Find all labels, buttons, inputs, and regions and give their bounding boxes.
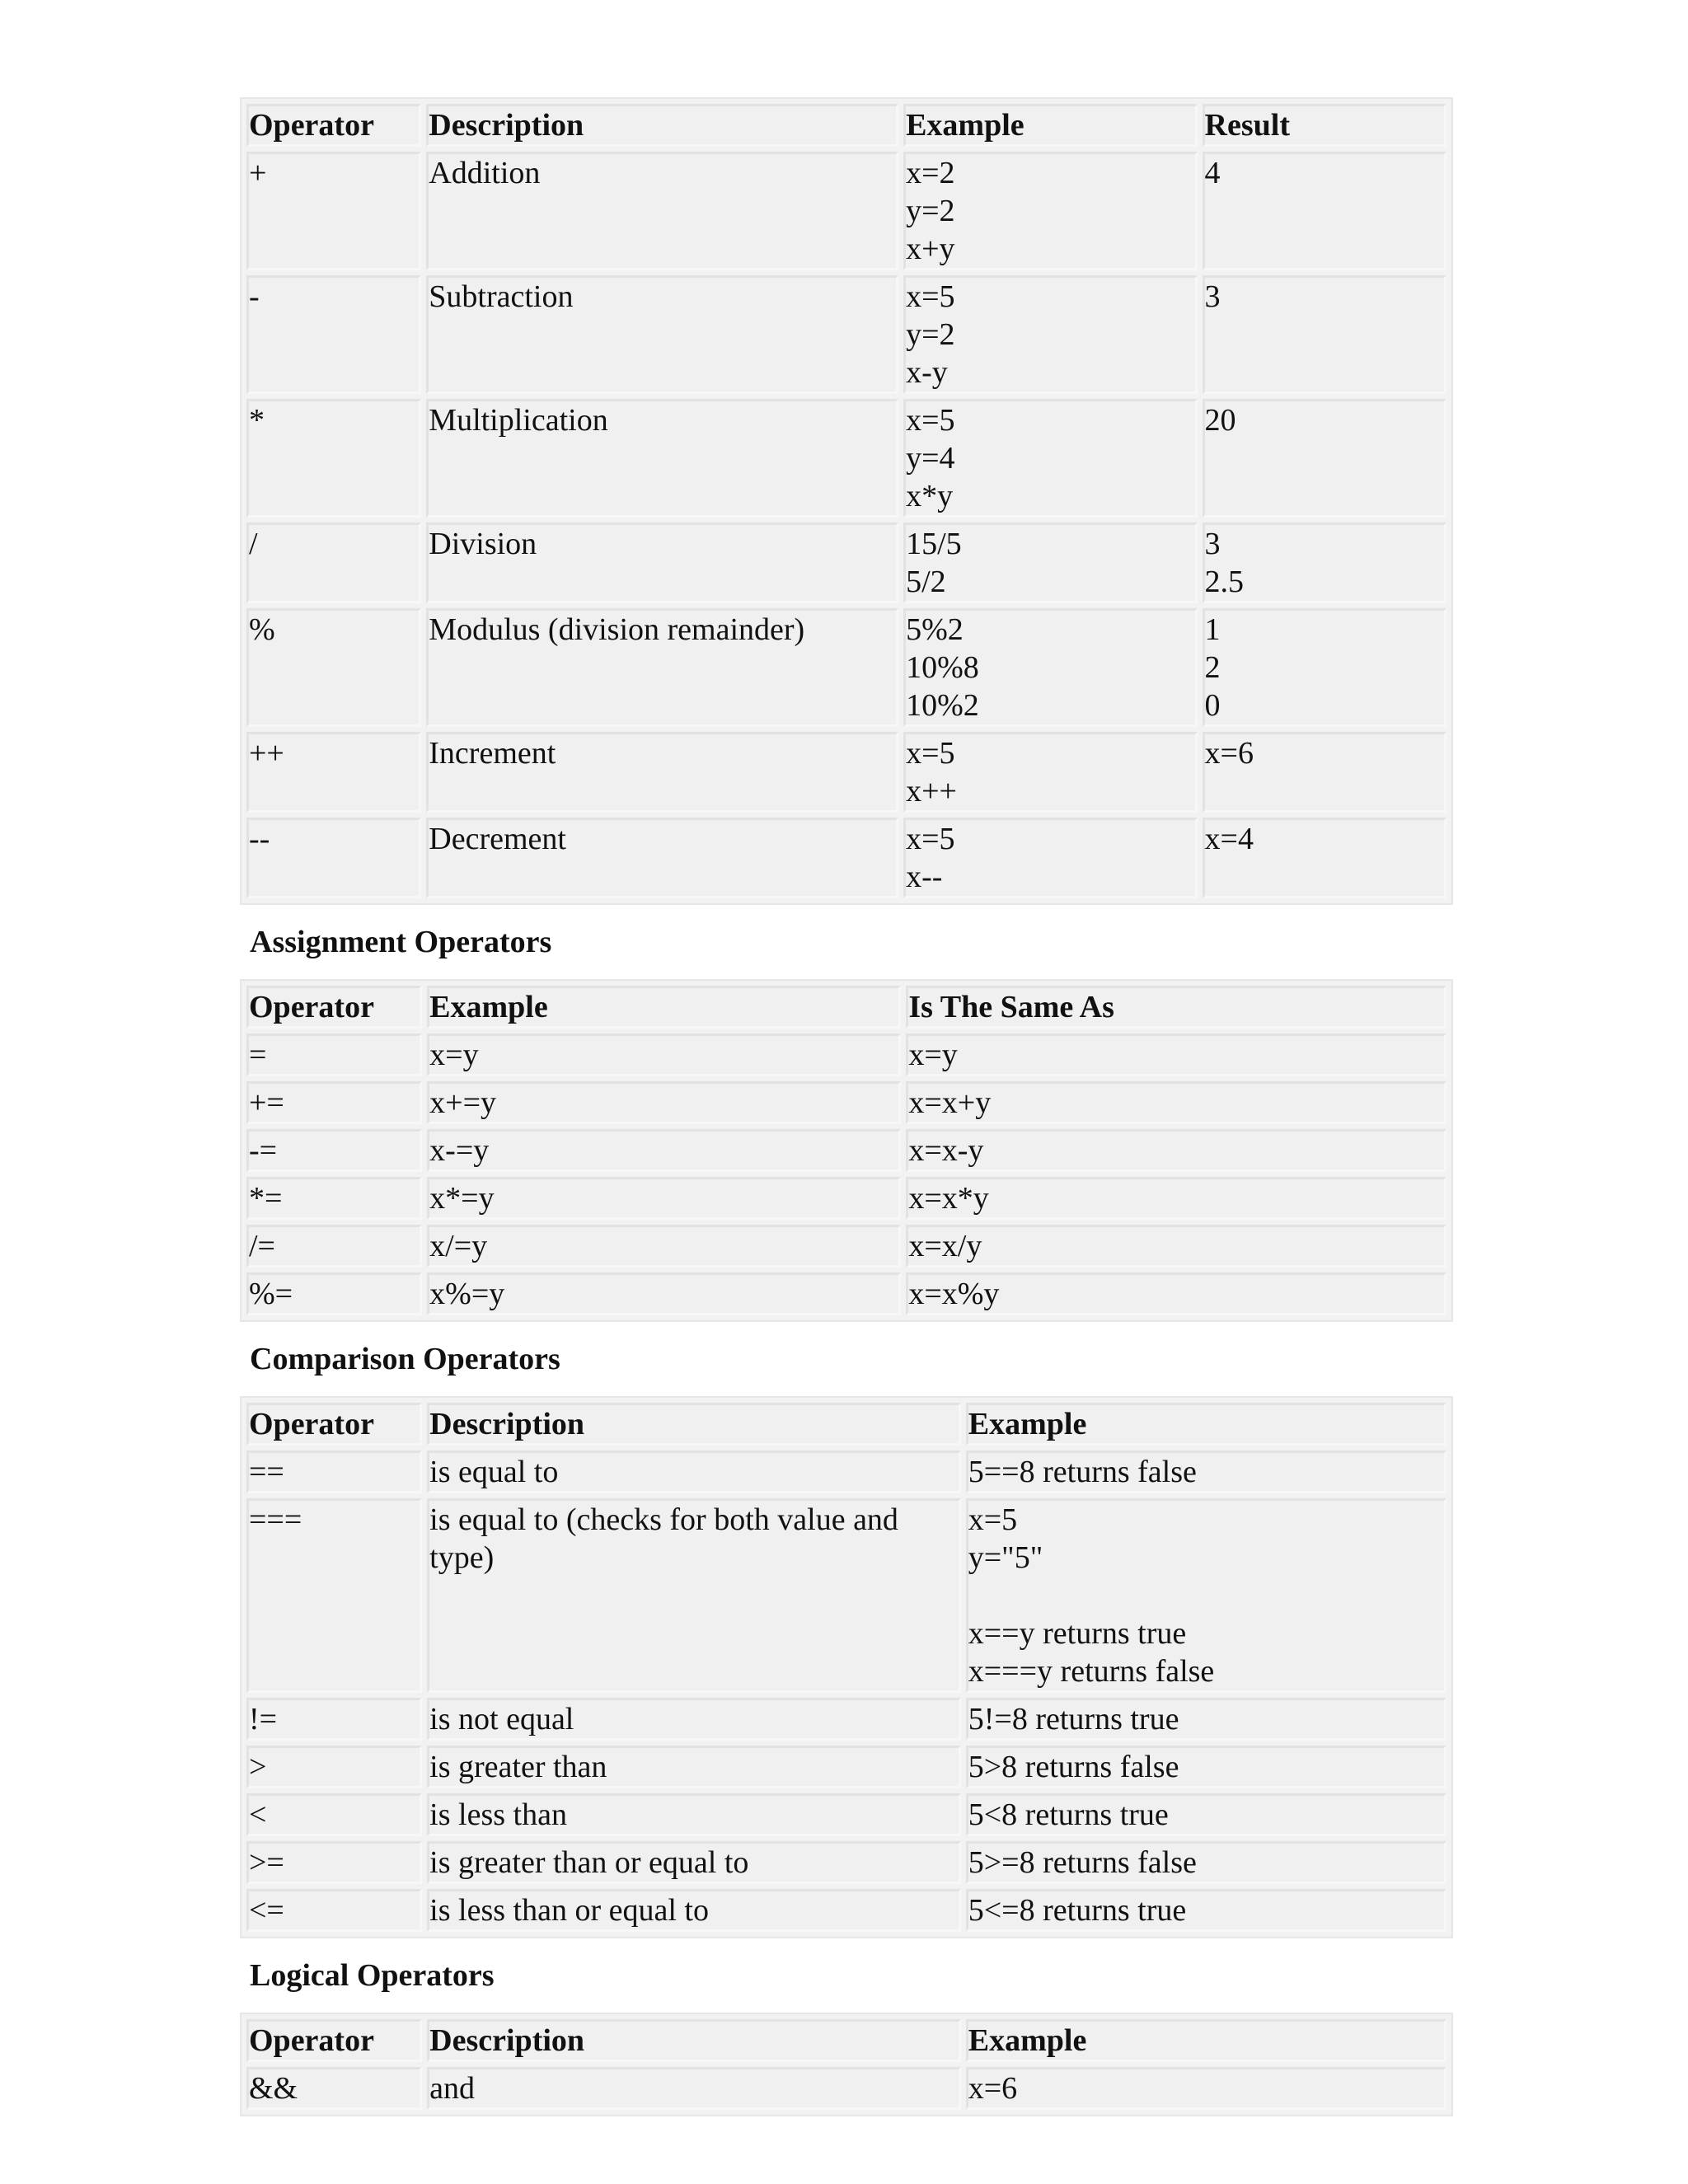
table-header-row [246,986,1447,1029]
column-header: Is The Same As [906,986,1447,1029]
cell-line: 0 [1204,688,1221,723]
column-header: Operator [246,1403,422,1446]
cell-line: 15/5 [906,527,962,561]
description-cell: Modulus (division remainder) [426,608,898,727]
operator-cell: /= [246,1225,422,1268]
example-cell: x=y [427,1033,901,1076]
example-cell: x*=y [427,1177,901,1220]
column-header: Example [903,104,1197,147]
operator-cell: -= [246,1129,422,1172]
cell-line: x==y returns true [968,1616,1187,1651]
cell-line: x=5 [906,736,955,771]
cell-line: 5!=8 returns true [968,1702,1179,1736]
column-header: Description [426,104,898,147]
cell-line: 2.5 [1204,565,1245,599]
description-cell: Increment [426,732,898,813]
cell-line: 5/2 [906,565,946,599]
cell-line: x*y [906,479,954,513]
cell-line: x=2 [906,156,955,190]
cell-line: x+y [906,232,955,266]
table-row [246,152,1447,270]
description-cell: is greater than or equal to [427,1841,961,1884]
cell-line: 2 [1204,650,1221,685]
description-cell: is not equal [427,1698,961,1741]
table-row [246,2067,1447,2110]
description-cell: is equal to (checks for both value and type) [427,1498,961,1693]
same-as-cell: x=x*y [906,1177,1447,1220]
document-page [240,97,1453,2116]
cell-line: x=5 [906,279,955,314]
description-cell: Addition [426,152,898,270]
example-cell [966,1793,1447,1836]
cell-line: x=5 [906,403,955,438]
description-cell: Multiplication [426,399,898,518]
column-header: Operator [246,2019,422,2062]
operator-cell: === [246,1498,422,1693]
result-cell [1203,152,1447,270]
description-cell: is less than [427,1793,961,1836]
section-heading: Logical Operators [250,1958,495,1993]
section-heading: Comparison Operators [250,1342,560,1376]
cell-line: y=4 [906,441,955,476]
operator-cell: < [246,1793,422,1836]
table-row [246,1841,1447,1884]
cell-line: 3 [1204,527,1221,561]
operator-cell: <= [246,1889,422,1932]
same-as-cell: x=x%y [906,1272,1447,1315]
result-cell [1203,608,1447,727]
cell-line: 5<=8 returns true [968,1893,1187,1928]
example-cell [966,1889,1447,1932]
table-row [246,275,1447,394]
operator-cell: / [246,523,421,603]
description-cell: is less than or equal to [427,1889,961,1932]
description-cell: is greater than [427,1746,961,1788]
example-cell: x%=y [427,1272,901,1315]
example-cell [966,1698,1447,1741]
example-cell [903,523,1197,603]
column-header: Description [427,2019,961,2062]
operator-cell: % [246,608,421,727]
description-cell: Division [426,523,898,603]
cell-line: x=5 [968,1502,1018,1537]
description-cell: Decrement [426,818,898,898]
description-cell: and [427,2067,961,2110]
table-row [246,1498,1447,1693]
table-row [246,1129,1447,1172]
table-row [246,1272,1447,1315]
operator-cell: - [246,275,421,394]
assignment-operators-table [240,979,1453,1322]
cell-line [968,1577,1444,1615]
result-cell [1203,732,1447,813]
example-cell [903,608,1197,727]
table-row [246,1451,1447,1493]
comparison-operators-table [240,1396,1453,1938]
example-cell [966,1841,1447,1884]
operator-cell: + [246,152,421,270]
operator-cell: >= [246,1841,422,1884]
example-cell: x+=y [427,1081,901,1124]
cell-line: x=6 [1204,736,1254,771]
section-heading: Assignment Operators [250,925,552,959]
cell-line: x-y [906,355,948,390]
cell-line: 5==8 returns false [968,1455,1197,1489]
table-row [246,1746,1447,1788]
operator-cell: * [246,399,421,518]
example-cell [903,275,1197,394]
logical-operators-table [240,2013,1453,2116]
table-row [246,1081,1447,1124]
column-header: Operator [246,104,421,147]
operator-cell: ++ [246,732,421,813]
example-cell: x-=y [427,1129,901,1172]
operator-cell: > [246,1746,422,1788]
table-row [246,1225,1447,1268]
arithmetic-operators-table [240,97,1453,905]
cell-line: x=5 [906,822,955,856]
example-cell [903,152,1197,270]
column-header: Result [1203,104,1447,147]
arithmetic-table-body [246,152,1447,898]
cell-line: 5%2 [906,612,964,647]
table-header-row [246,104,1447,147]
cell-line: y=2 [906,317,955,352]
cell-line: 10%8 [906,650,979,685]
column-header: Description [427,1403,961,1446]
cell-line: y=2 [906,194,955,228]
example-cell [903,732,1197,813]
column-header: Example [966,1403,1447,1446]
description-cell: Subtraction [426,275,898,394]
column-header: Example [427,986,901,1029]
example-cell [966,2067,1447,2110]
table-row [246,608,1447,727]
cell-line: 5>=8 returns false [968,1845,1197,1880]
comparison-table-body [246,1451,1447,1932]
column-header: Example [966,2019,1447,2062]
example-cell [966,1746,1447,1788]
cell-line: x=4 [1204,822,1254,856]
example-cell: x/=y [427,1225,901,1268]
operator-cell: == [246,1451,422,1493]
operator-cell: += [246,1081,422,1124]
operator-cell: && [246,2067,422,2110]
example-cell [903,818,1197,898]
result-cell [1203,523,1447,603]
same-as-cell: x=x+y [906,1081,1447,1124]
assignment-table-body [246,1033,1447,1315]
table-row [246,1793,1447,1836]
result-cell [1203,399,1447,518]
example-cell [903,399,1197,518]
cell-line: 4 [1204,156,1221,190]
column-header: Operator [246,986,422,1029]
cell-line: 10%2 [906,688,979,723]
table-row [246,818,1447,898]
cell-line: 5<8 returns true [968,1797,1169,1832]
same-as-cell: x=x-y [906,1129,1447,1172]
example-cell [966,1498,1447,1693]
cell-line: 1 [1204,612,1221,647]
table-row [246,1698,1447,1741]
cell-line: x===y returns false [968,1654,1215,1689]
operator-cell: != [246,1698,422,1741]
cell-line: 3 [1204,279,1221,314]
table-row [246,1889,1447,1932]
result-cell [1203,818,1447,898]
cell-line: x-- [906,860,943,894]
table-row [246,1033,1447,1076]
cell-line: x=6 [968,2071,1018,2106]
cell-line: 20 [1204,403,1236,438]
operator-cell: = [246,1033,422,1076]
cell-line: 5>8 returns false [968,1750,1179,1784]
operator-cell: *= [246,1177,422,1220]
table-header-row [246,1403,1447,1446]
table-row [246,1177,1447,1220]
cell-line: x++ [906,774,957,808]
operator-cell: -- [246,818,421,898]
same-as-cell: x=y [906,1033,1447,1076]
table-row [246,523,1447,603]
table-row [246,732,1447,813]
description-cell: is equal to [427,1451,961,1493]
same-as-cell: x=x/y [906,1225,1447,1268]
table-header-row [246,2019,1447,2062]
cell-line: y="5" [968,1540,1043,1575]
logical-table-body [246,2067,1447,2110]
result-cell [1203,275,1447,394]
operator-cell: %= [246,1272,422,1315]
example-cell [966,1451,1447,1493]
table-row [246,399,1447,518]
